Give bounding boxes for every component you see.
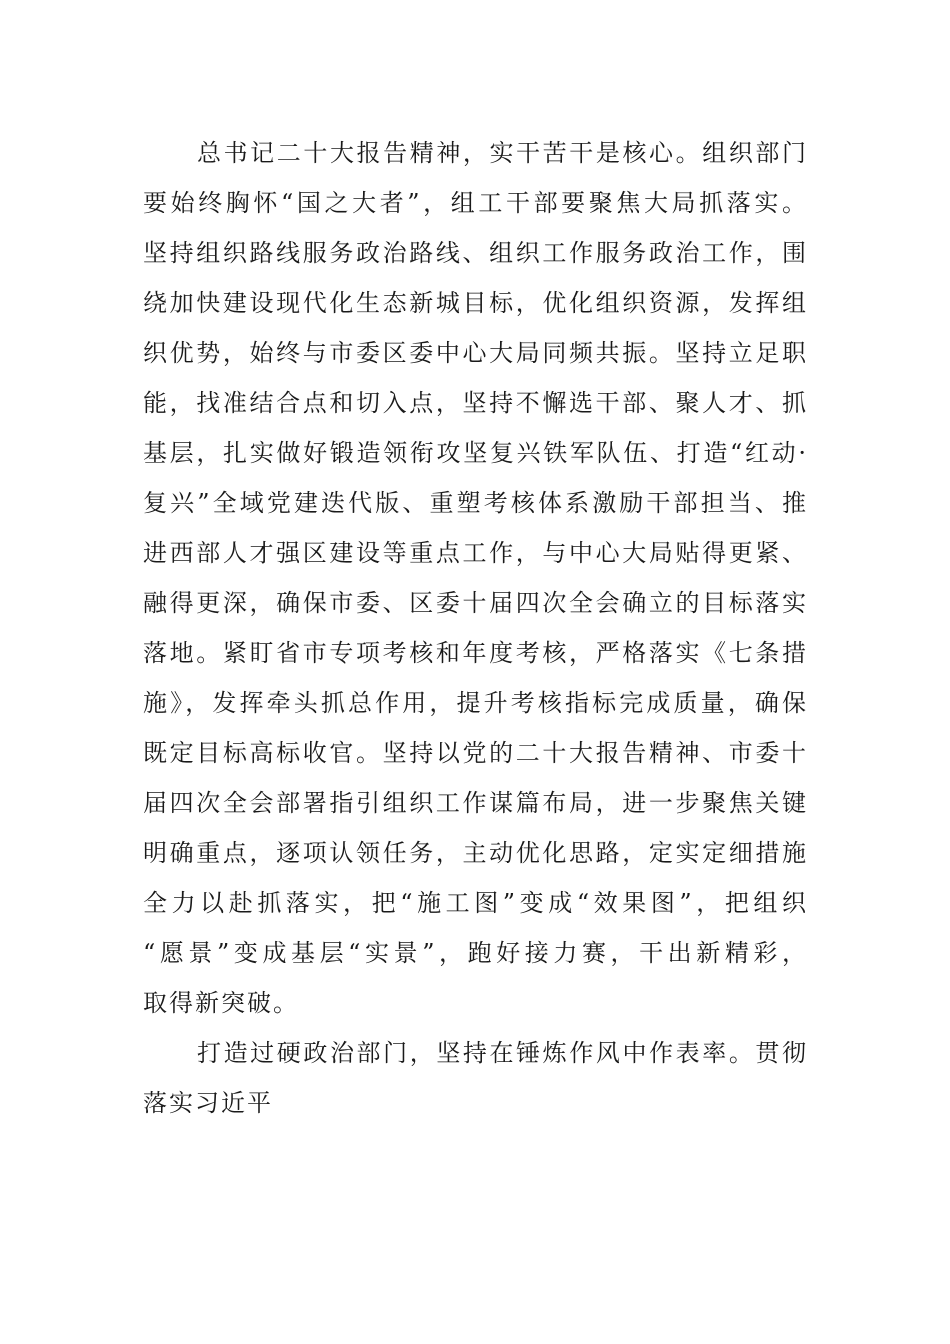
paragraph-1 — [143, 128, 808, 1028]
text-line: 落地。紧盯省市专项考核和年度考核，严格落实《七条措 — [143, 639, 808, 667]
text-line: 既定目标高标收官。坚持以党的二十大报告精神、市委十 — [143, 739, 808, 767]
text-line: 落实习近平 — [143, 1089, 273, 1117]
text-line: 打造过硬政治部门，坚持在锤炼作风中作表率。贯彻 — [197, 1039, 808, 1067]
text-line: 全力以赴抓落实，把“施工图”变成“效果图”，把组织 — [143, 889, 808, 917]
text-line: 复兴”全域党建迭代版、重塑考核体系激励干部担当、推 — [143, 489, 808, 517]
text-line: 坚持组织路线服务政治路线、组织工作服务政治工作，围 — [143, 239, 808, 267]
text-line: 进西部人才强区建设等重点工作，与中心大局贴得更紧、 — [143, 539, 808, 567]
text-line: 融得更深，确保市委、区委十届四次全会确立的目标落实 — [143, 589, 808, 617]
paragraph-2 — [143, 1028, 808, 1128]
text-line: 取得新突破。 — [143, 989, 299, 1017]
text-line: 基层，扎实做好锻造领衔攻坚复兴铁军队伍、打造“红动· — [143, 439, 808, 467]
text-line: “愿景”变成基层“实景”，跑好接力赛，干出新精彩， — [143, 939, 808, 967]
text-line: 绕加快建设现代化生态新城目标，优化组织资源，发挥组 — [143, 289, 808, 317]
document-body — [143, 128, 808, 1128]
text-line: 织优势，始终与市委区委中心大局同频共振。坚持立足职 — [143, 339, 808, 367]
text-line: 总书记二十大报告精神，实干苦干是核心。组织部门 — [197, 139, 808, 167]
text-line: 施》，发挥牵头抓总作用，提升考核指标完成质量，确保 — [143, 689, 808, 717]
text-line: 能，找准结合点和切入点，坚持不懈选干部、聚人才、抓 — [143, 389, 808, 417]
text-line: 明确重点，逐项认领任务，主动优化思路，定实定细措施 — [143, 839, 808, 867]
text-line: 届四次全会部署指引组织工作谋篇布局，进一步聚焦关键 — [143, 789, 808, 817]
text-line: 要始终胸怀“国之大者”，组工干部要聚焦大局抓落实。 — [143, 189, 808, 217]
